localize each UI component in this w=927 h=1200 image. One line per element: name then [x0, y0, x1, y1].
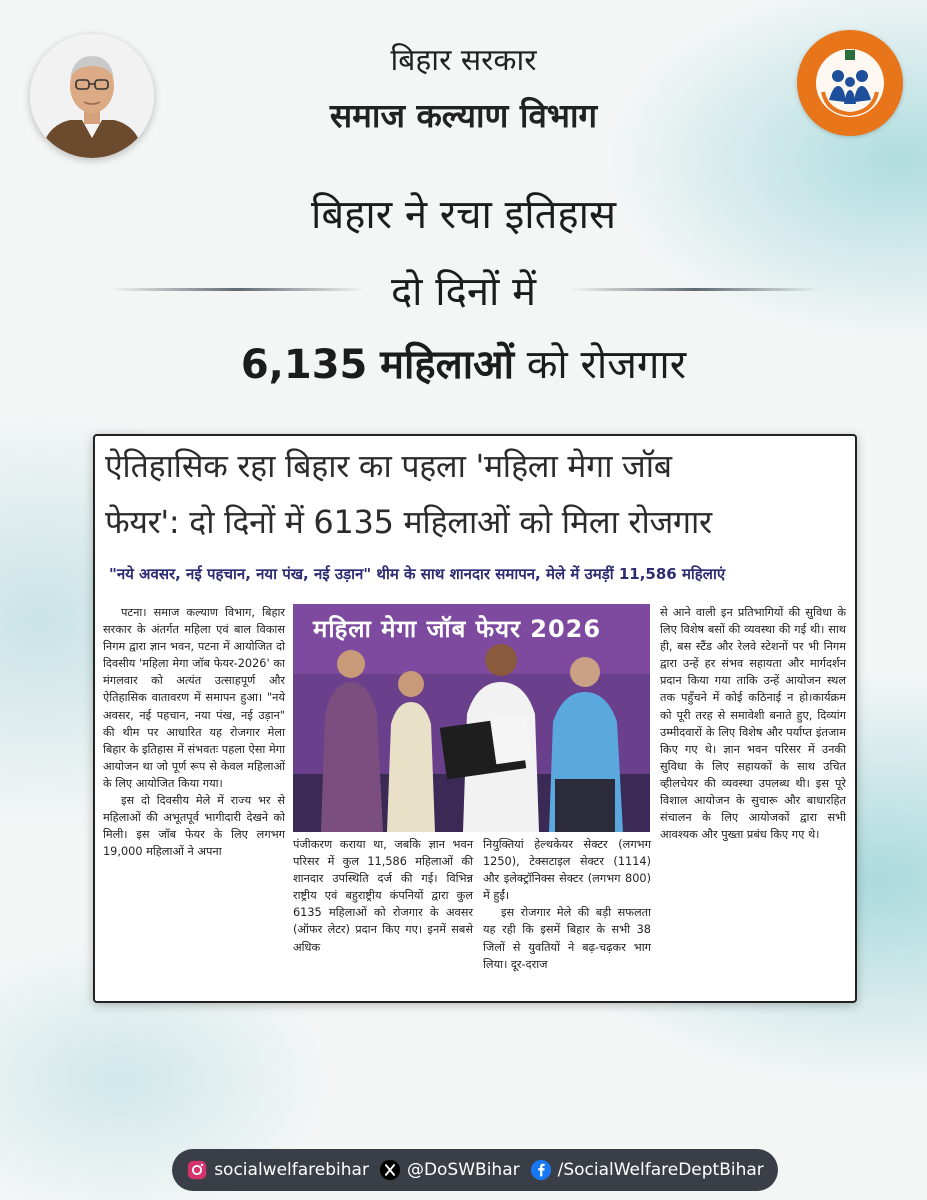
facebook-link[interactable]	[530, 1159, 764, 1181]
instagram-link[interactable]	[186, 1159, 369, 1181]
clipping-column-3	[483, 836, 651, 973]
column-3-paragraph-2: इस रोजगार मेले की बड़ी सफलता यह रही कि इसमें बिहार के सभी 38 जिलों से युवतियों ने बढ़-चढ़कर भाग लिया। दूर-दराज	[483, 906, 651, 971]
photo-banner-text: महिला मेगा जॉब फेयर 2026	[313, 615, 602, 643]
column-3-paragraph-1: नियुक्तियां हेल्थकेयर सेक्टर (लगभग 1250), टेक्सटाइल सेक्टर (1114) और इलेक्ट्रॉनिक्स सेक्टर (लगभग 800) में हुईं।	[483, 838, 651, 903]
clipping-column-4	[660, 604, 846, 843]
instagram-icon	[186, 1159, 208, 1181]
department-name: समाज कल्याण विभाग	[329, 96, 598, 135]
column-1-paragraph-1: पटना। समाज कल्याण विभाग, बिहार सरकार के अंतर्गत महिला एवं बाल विकास निगम द्वारा ज्ञान भवन, पटना में आयोजित दो दिवसीय 'महिला मेगा जॉब फेयर-2026' का मंगलवार को अत्यंत उत्साहपूर्ण और ऐतिहासिक वातावरण में समापन हुआ। "नये अवसर, नई पहचान, नया पंख, नई उड़ान" की थीम पर आधारित यह रोजगार मेला बिहार के इतिहास में संभवतः पहला ऐसा मेगा आयोजन था जो पूर्ण रूप से केवल महिलाओं के लिए आयोजित किया गया।	[103, 606, 285, 790]
clipping-title-line-2: फेयर': दो दिनों में 6135 महिलाओं को मिला रोजगार	[105, 503, 712, 541]
headline-number: 6,135	[240, 342, 368, 388]
column-4-paragraph-1: से आने वाली इन प्रतिभागियों की सुविधा के लिए विशेष बसों की व्यवस्था की गई थी। साथ ही, बस स्टैंड और रेलवे स्टेशनों पर भी निगम द्वारा उन्हें हर संभव सहायता और मार्गदर्शन प्रदान किया गया ताकि उन्हें आयोजन स्थल तक पहुँचने में कोई कठिनाई न हो।कार्यक्रम को पूरी तरह से समावेशी बनाते हुए, दिव्यांग उम्मीदवारों के लिए विशेष और पर्याप्त इंतजाम किए गए थे। ज्ञान भवन परिसर में उनकी सुविधा के लिए सहायकों के साथ उचित व्हीलचेयर की व्यवस्था उपलब्ध थी। इस पूरे विशाल आयोजन के सुचारू और बाधारहित संचालन के लिए आयोजकों द्वारा सभी आवश्यक और पुख्ता प्रबंध किए गए थे।	[660, 606, 846, 842]
clipping-title-line-1: ऐतिहासिक रहा बिहार का पहला 'महिला मेगा जॉब	[105, 447, 672, 485]
government-name: बिहार सरकार	[390, 43, 537, 78]
event-photo	[293, 604, 650, 832]
headline-rest: को रोजगार	[526, 342, 687, 388]
clipping-subtitle: "नये अवसर, नई पहचान, नया पंख, नई उड़ान" थीम के साथ शानदार समापन, मेले में उमड़ीं 11,586 महिलाएं	[109, 565, 726, 583]
social-footer	[172, 1149, 778, 1191]
headline-line-3	[0, 335, 927, 390]
column-2-paragraph-1: पंजीकरण कराया था, जबकि ज्ञान भवन परिसर में कुल 11,586 महिलाओं की शानदार उपस्थिति दर्ज की गई। विभिन्न राष्ट्रीय एवं बहुराष्ट्रीय कंपनियों द्वारा कुल 6135 महिलाओं को रोजगार के अवसर (ऑफर लेटर) प्रदान किए गए। इनमें सबसे अधिक	[293, 838, 473, 954]
headline-bold-word: महिलाओं	[380, 342, 514, 388]
column-1-paragraph-2: इस दो दिवसीय मेले में राज्य भर से महिलाओं की अभूतपूर्व भागीदारी देखने को मिली। इस जॉब फेयर के लिए लगभग 19,000 महिलाओं ने अपना	[103, 794, 285, 859]
clipping-column-1	[103, 604, 285, 860]
headline-line-1: बिहार ने रचा इतिहास	[310, 192, 617, 238]
x-handle: @DoSWBihar	[406, 1160, 520, 1180]
clipping-column-2	[293, 836, 473, 956]
facebook-handle: /SocialWelfareDeptBihar	[557, 1160, 764, 1180]
x-link[interactable]	[379, 1159, 520, 1181]
instagram-handle: socialwelfarebihar	[214, 1160, 369, 1180]
x-icon	[379, 1159, 401, 1181]
newspaper-clipping	[93, 434, 857, 1003]
facebook-icon	[530, 1159, 552, 1181]
headline-line-2: दो दिनों में	[390, 269, 537, 315]
